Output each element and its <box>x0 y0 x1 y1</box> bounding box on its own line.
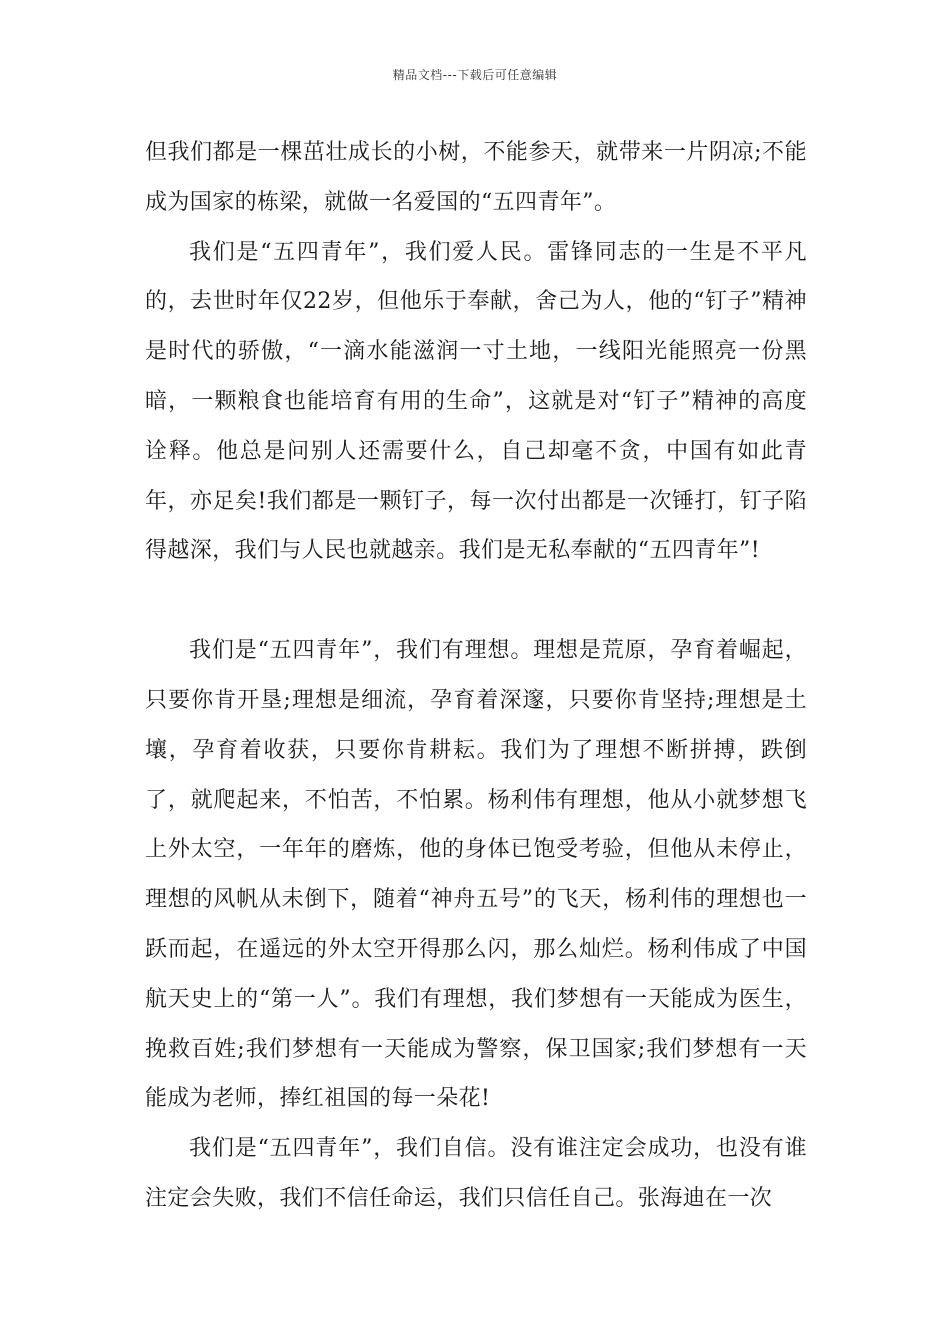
paragraph-3: 我们是“五四青年”，我们有理想。理想是荒原，孕育着崛起，只要你肯开垦;理想是细流，孕育着深邃，只要你肯坚持;理想是土壤，孕育着收获，只要你肯耕耘。我们为了理想不断拼搏，跌倒了，就爬起来，不怕苦，不怕累。杨利伟有理想，他从小就梦想飞上外太空，一年年的磨炼，他的身体已饱受考验，但他从未停止，理想的风帆从未倒下，随着“神舟五号”的飞天，杨利伟的理想也一跃而起，在遥远的外太空开得那么闪，那么灿烂。杨利伟成了中国航天史上的“第一人”。我们有理想，我们梦想有一天能成为医生，挽救百姓;我们梦想有一天能成为警察，保卫国家;我们梦想有一天能成为老师，捧红祖国的每一朵花! <box>145 638 807 1112</box>
paragraph-1: 但我们都是一棵茁壮成长的小树，不能参天，就带来一片阴凉;不能成为国家的栋梁，就做一名爱国的“五四青年”。 <box>145 140 807 215</box>
paragraph-4: 我们是“五四青年”，我们自信。没有谁注定会成功，也没有谁注定会失败，我们不信任命运，我们只信任自己。张海迪在一次 <box>145 1136 807 1211</box>
paragraph-2: 我们是“五四青年”，我们爱人民。雷锋同志的一生是不平凡的，去世时年仅22岁，但他乐于奉献，舍己为人，他的“钉子”精神是时代的骄傲，“一滴水能滋润一寸土地，一线阳光能照亮一份黑暗，一颗粮食也能培育有用的生命”，这就是对“钉子”精神的高度诠释。他总是问别人还需要什么，自己却毫不贪，中国有如此青年，亦足矣!我们都是一颗钉子，每一次付出都是一次锤打，钉子陷得越深，我们与人民也就越亲。我们是无私奉献的“五四青年”! <box>145 239 807 564</box>
page-header: 精品文档---下载后可任意编辑 <box>392 68 558 82</box>
document-body <box>145 128 807 1224</box>
